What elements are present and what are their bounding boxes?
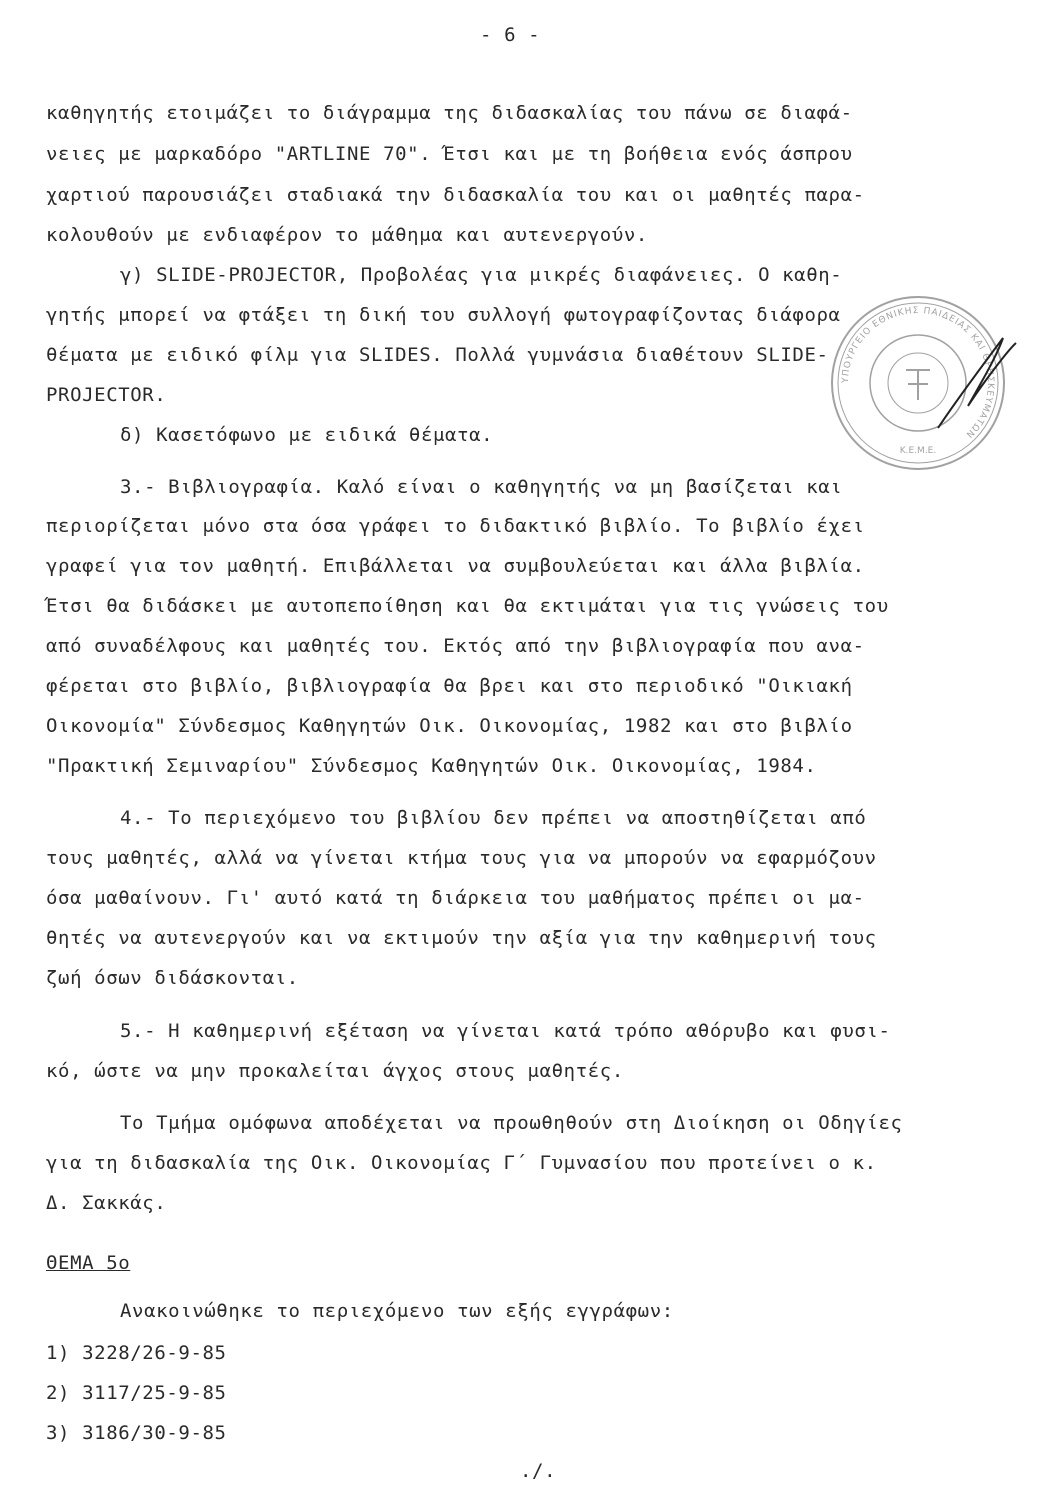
document-list-item: 2) 3117/25-9-85 (46, 1382, 227, 1404)
footer-mark: ./. (520, 1460, 557, 1482)
text-line: Έτσι θα διδάσκει με αυτοπεποίθηση και θα εκτιμάται για τις γνώσεις του (46, 595, 889, 617)
text-line: PROJECTOR. (46, 384, 167, 406)
text-line: για τη διδασκαλία της Οικ. Οικονομίας Γ΄ Γυμνασίου που προτείνει ο κ. (46, 1152, 877, 1174)
text-line: Το Τμήμα ομόφωνα αποδέχεται να προωθηθούν στη Διοίκηση οι Οδηγίες (120, 1112, 903, 1134)
text-line: ζωή όσων διδάσκονται. (46, 967, 299, 989)
stamp-ring-text: ΥΠΟΥΡΓΕΙΟ ΕΘΝΙΚΗΣ ΠΑΙΔΕΙΑΣ ΚΑΙ ΘΡΗΣΚΕΥΜΑΤΩΝ (840, 305, 996, 440)
text-line: Ανακοινώθηκε το περιεχόμενο των εξής εγγράφων: (120, 1300, 674, 1322)
text-line: όσα μαθαίνουν. Γι' αυτό κατά τη διάρκεια του μαθήματος πρέπει οι μα- (46, 887, 865, 909)
text-line: γητής μπορεί να φτάξει τη δική του συλλογή φωτογραφίζοντας διάφορα (46, 304, 841, 326)
text-line: θητές να αυτενεργούν και να εκτιμούν την αξία για την καθημερινή τους (46, 927, 877, 949)
text-line: νειες με μαρκαδόρο "ARTLINE 70". Έτσι και με τη βοήθεια ενός άσπρου (46, 143, 853, 165)
text-line: από συναδέλφους και μαθητές του. Εκτός από την βιβλιογραφία που ανα- (46, 635, 865, 657)
text-line: καθηγητής ετοιμάζει το διάγραμμα της διδασκαλίας του πάνω σε διαφά- (46, 102, 853, 124)
section-heading: ΘΕΜΑ 5ο (46, 1252, 131, 1274)
text-line: κό, ώστε να μην προκαλείται άγχος στους μαθητές. (46, 1060, 624, 1082)
text-line: φέρεται στο βιβλίο, βιβλιογραφία θα βρει και στο περιοδικό "Οικιακή (46, 675, 853, 697)
text-line: 5.- Η καθημερινή εξέταση να γίνεται κατά τρόπο αθόρυβο και φυσι- (120, 1020, 891, 1042)
text-line: "Πρακτική Σεμιναρίου" Σύνδεσμος Καθηγητών Οικ. Οικονομίας, 1984. (46, 755, 817, 777)
text-line: γ) SLIDE-PROJECTOR, Προβολέας για μικρές διαφάνειες. Ο καθη- (120, 264, 843, 286)
text-line: 3.- Βιβλιογραφία. Καλό είναι ο καθηγητής να μη βασίζεται και (120, 476, 843, 498)
text-line: δ) Κασετόφωνο με ειδικά θέματα. (120, 424, 494, 446)
document-list-item: 3) 3186/30-9-85 (46, 1422, 227, 1444)
text-line: κολουθούν με ενδιαφέρον το μάθημα και αυτενεργούν. (46, 224, 648, 246)
text-line: χαρτιού παρουσιάζει σταδιακά την διδασκαλία του και οι μαθητές παρα- (46, 184, 865, 206)
text-line: Δ. Σακκάς. (46, 1192, 167, 1214)
text-line: γραφεί για τον μαθητή. Επιβάλλεται να συμβουλεύεται και άλλα βιβλία. (46, 555, 865, 577)
document-list-item: 1) 3228/26-9-85 (46, 1342, 227, 1364)
stamp-bottom-text: Κ.Ε.Μ.Ε. (899, 446, 937, 456)
official-stamp (818, 288, 1018, 478)
text-line: 4.- Το περιεχόμενο του βιβλίου δεν πρέπει να αποστηθίζεται από (120, 807, 867, 829)
text-line: Οικονομία" Σύνδεσμος Καθηγητών Οικ. Οικονομίας, 1982 και στο βιβλίο (46, 715, 853, 737)
text-line: περιορίζεται μόνο στα όσα γράφει το διδακτικό βιβλίο. Το βιβλίο έχει (46, 515, 865, 537)
text-line: τους μαθητές, αλλά να γίνεται κτήμα τους για να μπορούν να εφαρμόζουν (46, 847, 877, 869)
text-line: θέματα με ειδικό φίλμ για SLIDES. Πολλά γυμνάσια διαθέτουν SLIDE- (46, 344, 829, 366)
page-number: - 6 - (480, 24, 541, 46)
